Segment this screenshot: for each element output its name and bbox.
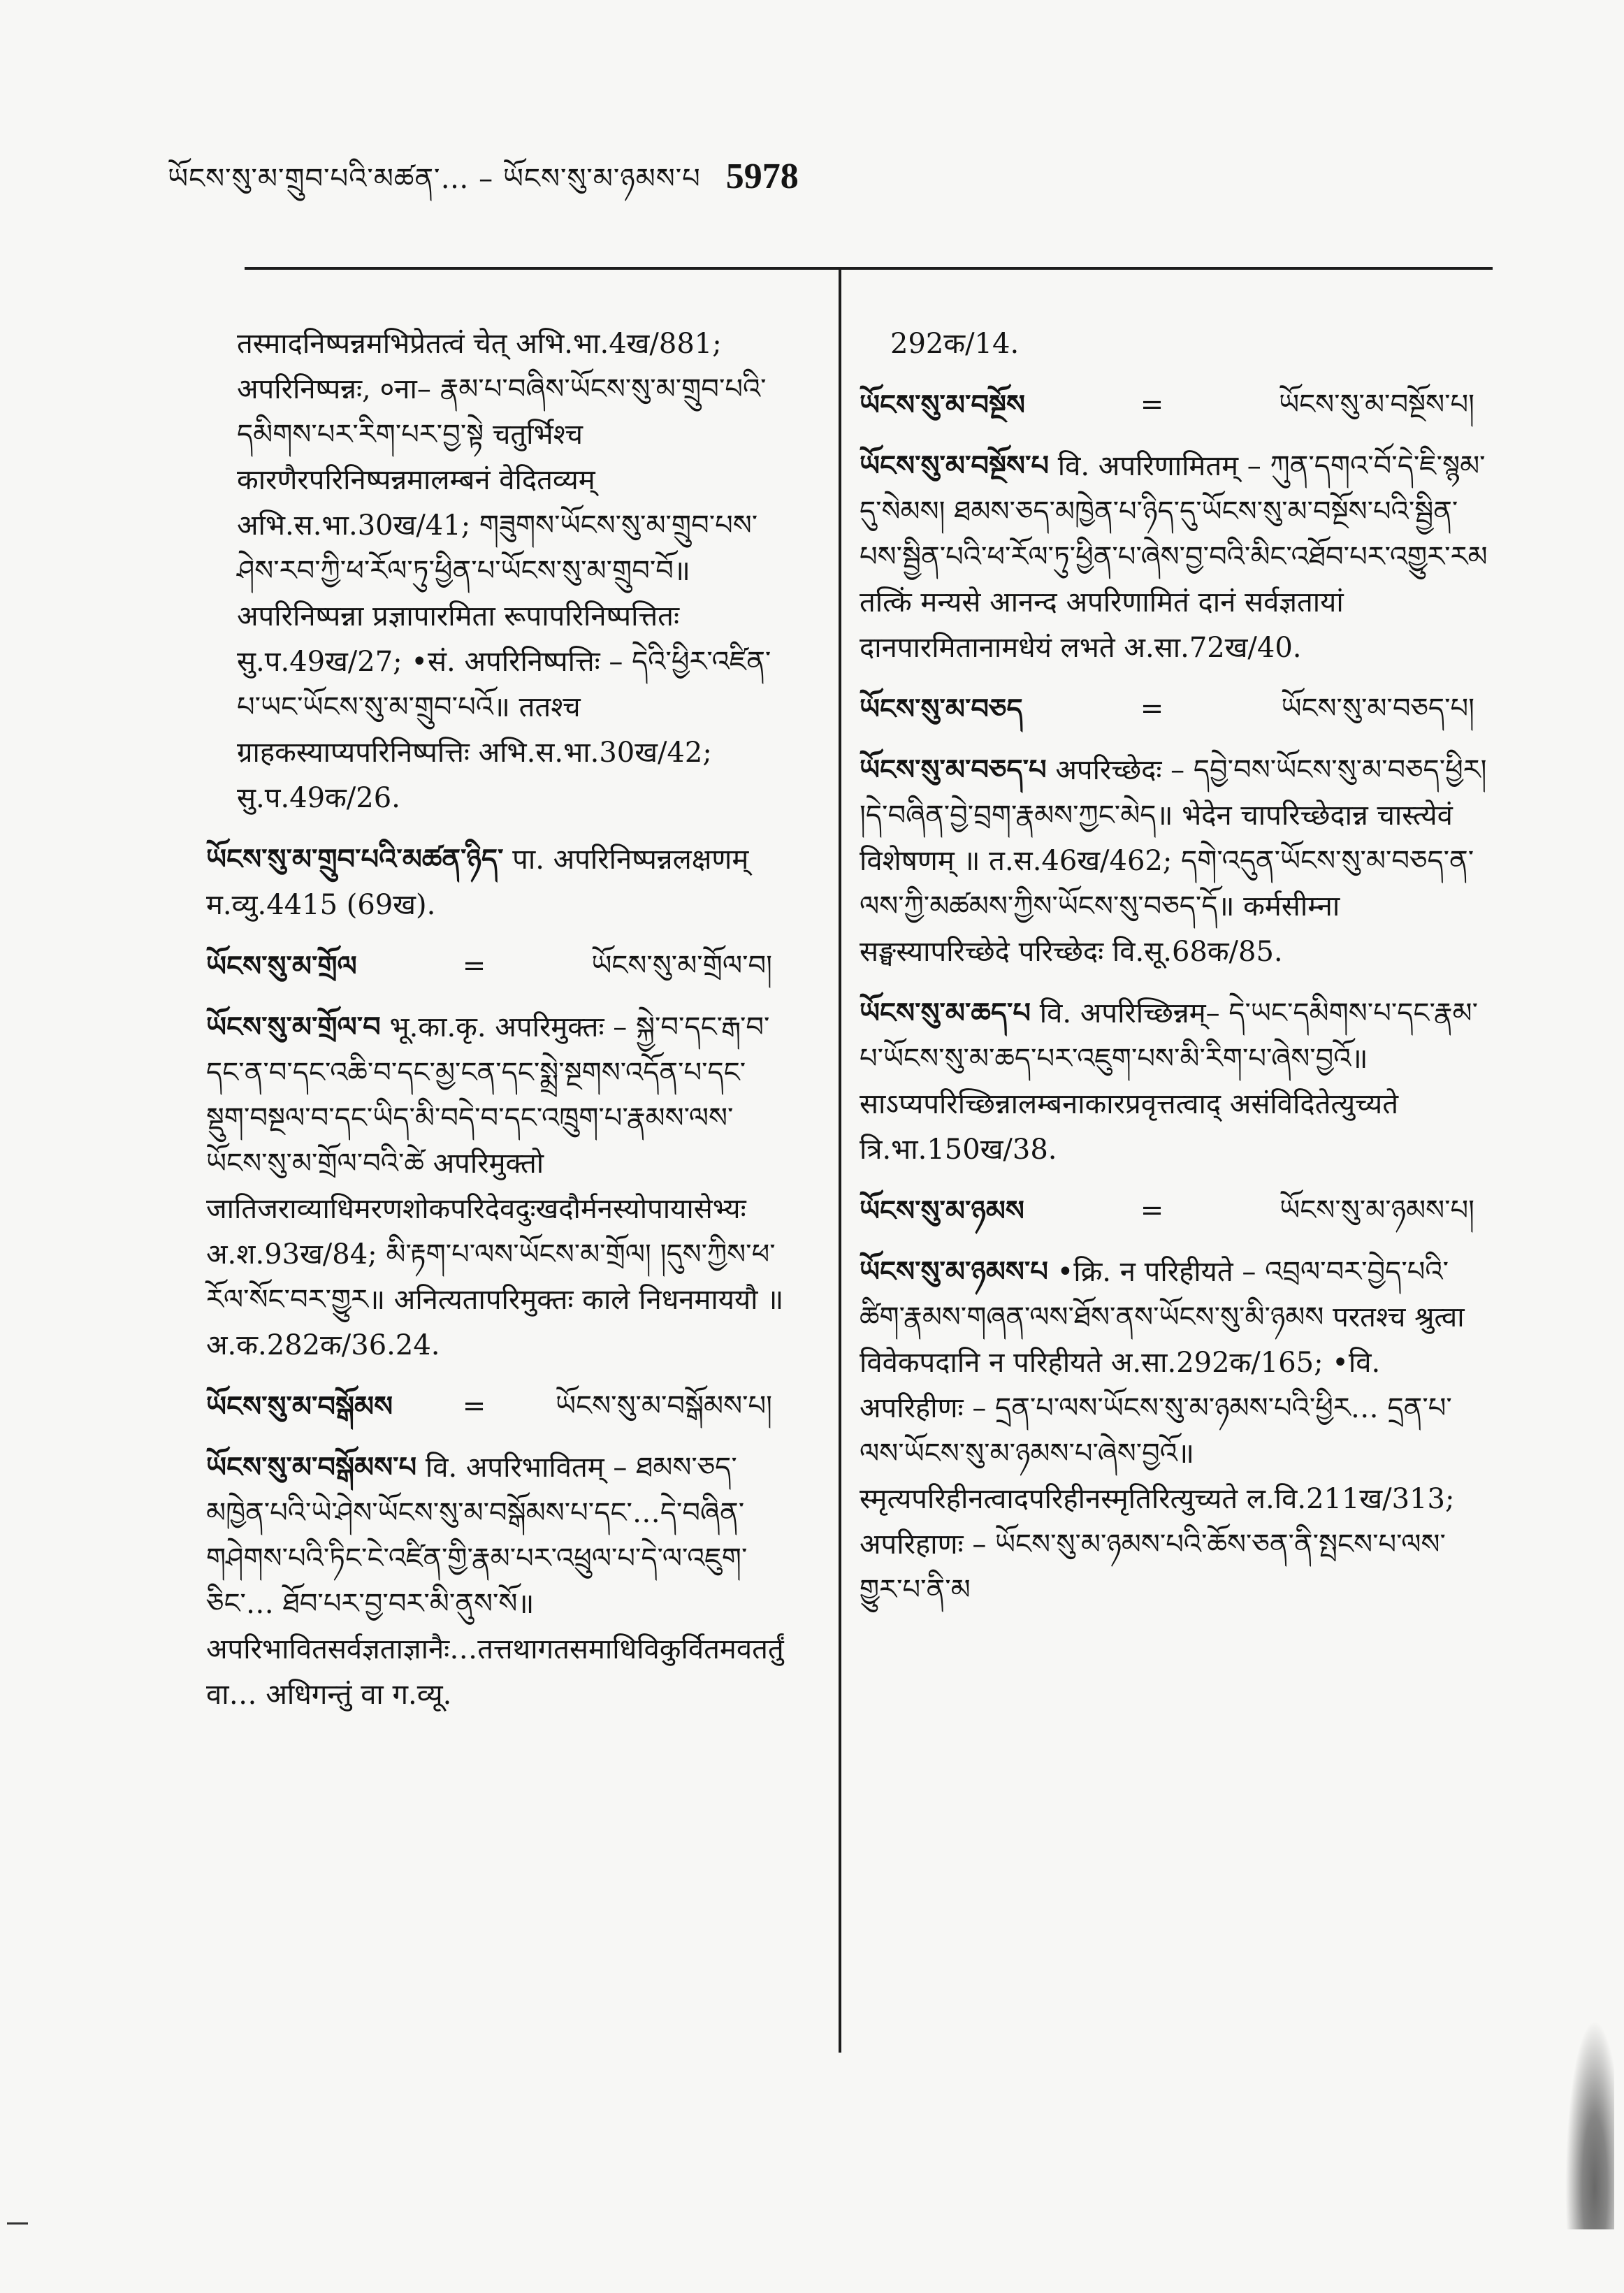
header-title: ཡོངས་སུ་མ་གྲུབ་པའི་མཚན་… – ཡོངས་སུ་མ་ཉམས་པ (168, 163, 701, 195)
entry-text: अपरिच्छेदः – དབྱེ་བས་ཡོངས་སུ་མ་བཅད་ཕྱིར། །དེ་བཞིན་བྱེ་བྲག་རྣམས་ཀྱང་མེད॥ भेदेन चापरिच्छेदान्न चास्त्येवं विशेषणम् ॥ त.स.46ख/462; དགེ་འདུན་ཡོངས་སུ་མ་བཅད་ན་ལས་ཀྱི་མཚམས་ཀྱིས་ཡོངས་སུ་བཅད་དོ॥ कर्मसीम्ना सङ्घस्यापरिच्छेदे परिच्छेदः वि.सू.68क/85. (860, 754, 1487, 968)
entry-continuation: तस्मादनिष्पन्नमभिप्रेतत्वं चेत् अभि.भा.4ख/881; अपरिनिष्पन्नः, ०ना– རྣམ་པ་བཞིས་ཡོངས་སུ་མ་གྲུབ་པའི་དམིགས་པར་རིག་པར་བྱ་སྟེ चतुर्भिश्च कारणैरपरिनिष्पन्नमालम्बनं वेदितव्यम् अभि.स.भा.30ख/41; གཟུགས་ཡོངས་སུ་མ་གྲུབ་པས་ཤེས་རབ་ཀྱི་ཕ་རོལ་ཏུ་ཕྱིན་པ་ཡོངས་སུ་མ་གྲུབ་བོ॥ अपरिनिष्पन्ना प्रज्ञापारमिता रूपापरिनिष्पत्तितः सु.प.49ख/27; •सं. अपरिनिष्पत्तिः – དེའི་ཕྱིར་འཛིན་པ་ཡང་ཡོངས་སུ་མ་གྲུབ་པའོ॥ ततश्च ग्राहकस्याप्यपरिनिष्पत्तिः अभि.स.भा.30ख/42; सु.प.49क/26. (237, 328, 771, 814)
xref-target: ཡོངས་སུ་མ་བསྔོས་པ། (1279, 389, 1474, 421)
right-column (860, 294, 1488, 1628)
dictionary-entry (860, 443, 1488, 671)
headword: ཡོངས་སུ་མ་བསྒོམས་པ (206, 1451, 417, 1484)
dictionary-entry (206, 837, 786, 928)
entry-text: वि. अपरिणामितम् – ཀུན་དགའ་བོ་དེ་ཇི་སྙམ་དུ་སེམས། ཐམས་ཅད་མཁྱེན་པ་ཉིད་དུ་ཡོངས་སུ་མ་བསྔོས་པའི་སྦྱིན་པས་སྦྱིན་པའི་ཕ་རོལ་ཏུ་ཕྱིན་པ་ཞེས་བྱ་བའི་མིང་འཐོབ་པར་འགྱུར་རམ तत्किं मन्यसे आनन्द अपरिणामितं दानं सर्वज्ञतायां दानपारमितानामधेयं लभते अ.सा.72ख/40. (860, 450, 1488, 664)
entry-text: वि. अपरिभावितम् – ཐམས་ཅད་མཁྱེན་པའི་ཡེ་ཤེས་ཡོངས་སུ་མ་བསྒོམས་པ་དང་…དེ་བཞིན་གཤེགས་པའི་ཏིང་ངེ་འཛིན་གྱི་རྣམ་པར་འཕྲུལ་པ་དེ་ལ་འཇུག་ཅིང་… ཐོབ་པར་བྱ་བར་མི་ནུས་སོ॥ अपरिभावितसर्वज्ञताज्ञानैः…तत्तथागतसमाधिविकुर्वितमवतर्तुं वा… अधिगन्तुं वा ग.व्यू. (206, 1452, 784, 1711)
equals-sign: = (1140, 693, 1164, 725)
equals-sign: = (1140, 389, 1164, 421)
left-column (206, 294, 786, 1733)
headword: ཡོངས་སུ་མ་ཉམས (860, 1194, 1024, 1227)
entry-paragraph (860, 443, 1488, 671)
xref-target: ཡོངས་སུ་མ་བསྒོམས་པ། (555, 1390, 772, 1422)
dictionary-entry (206, 1004, 786, 1368)
page-number: 5978 (725, 157, 799, 196)
column-divider (839, 267, 841, 2053)
dictionary-entry (206, 1445, 786, 1718)
cross-reference (206, 943, 786, 989)
headword: ཡོངས་སུ་མ་ཉམས་པ (860, 1255, 1048, 1288)
entry-paragraph (206, 1004, 786, 1368)
cross-reference (860, 1188, 1488, 1234)
entry-paragraph (860, 990, 1488, 1173)
entry-text: वि. अपरिच्छिन्नम्– དེ་ཡང་དམིགས་པ་དང་རྣམ་པ་ཡོངས་སུ་མ་ཆད་པར་འཇུག་པས་མི་རིག་པ་ཞེས་བྱའོ॥ साऽप्यपरिच्छिन्नालम्बनाकारप्रवृत्तत्वाद् असंविदितेत्युच्यते त्रि.भा.150ख/38. (860, 997, 1479, 1166)
cross-reference (860, 382, 1488, 428)
dictionary-entry (860, 1249, 1488, 1613)
dictionary-entry (860, 747, 1488, 975)
xref-target: ཡོངས་སུ་མ་ཉམས་པ། (1279, 1194, 1474, 1227)
scan-edge-mark (1565, 2020, 1614, 2229)
entry-continuation: 292क/14. (890, 328, 1020, 360)
entry-text: पा. अपरिनिष्पन्नलक्षणम् म.व्यु.4415 (69ख). (206, 844, 749, 921)
dictionary-entry (860, 990, 1488, 1173)
headword: ཡོངས་སུ་མ་བསྔོས་པ (860, 449, 1050, 482)
equals-sign: = (1140, 1194, 1164, 1227)
equals-sign: = (462, 950, 486, 982)
headword: ཡོངས་སུ་མ་གྲོལ་བ (206, 1011, 381, 1043)
headword: ཡོངས་སུ་མ་ཆད་པ (860, 997, 1031, 1029)
header-rule (245, 267, 1493, 270)
headword: ཡོངས་སུ་མ་བཅད་པ (860, 753, 1047, 786)
headword: ཡོངས་སུ་མ་བསྔོས (860, 389, 1025, 421)
headword: ཡོངས་སུ་མ་བསྒོམས (206, 1390, 393, 1423)
entry-paragraph (206, 1445, 786, 1718)
entry-paragraph (860, 1249, 1488, 1613)
cross-reference (860, 686, 1488, 732)
entry-text: •क्रि. न परिहीयते – འབྲལ་བར་བྱེད་པའི་ཚིག་རྣམས་གཞན་ལས་ཐོས་ནས་ཡོངས་སུ་མི་ཉམས परतश्च श्रुत्वा विवेकपदानि न परिहीयते अ.सा.292क/165; •वि. अपरिहीणः – དྲན་པ་ལས་ཡོངས་སུ་མ་ཉམས་པའི་ཕྱིར… དྲན་པ་ལས་ཡོངས་སུ་མ་ཉམས་པ་ཞེས་བྱའོ॥ स्मृत्यपरिहीनत्वादपरिहीनस्मृतिरित्युच्यते ल.वि.211ख/313; अपरिहाणः – ཡོངས་སུ་མ་ཉམས་པའི་ཆོས་ཅན་ནི་སྤངས་པ་ལས་གྱུར་པ་ནི་མ (860, 1256, 1465, 1606)
entry-paragraph (860, 747, 1488, 975)
headword: ཡོངས་སུ་མ་གྲོལ (206, 950, 357, 983)
headword: ཡོངས་སུ་མ་བཅད (860, 693, 1023, 725)
xref-target: ཡོངས་སུ་མ་བཅད་པ། (1281, 693, 1474, 725)
headword: ཡོངས་སུ་མ་གྲུབ་པའི་མཚན་ཉིད་ (206, 843, 504, 876)
running-header (168, 147, 867, 226)
equals-sign: = (462, 1390, 486, 1422)
xref-target: ཡོངས་སུ་མ་གྲོལ་བ། (591, 950, 772, 982)
entry-text: भू.का.कृ. अपरिमुक्तः – སྐྱེ་བ་དང་རྒ་བ་དང་ན་བ་དང་འཆི་བ་དང་མྱ་ངན་དང་སྨྲེ་སྔགས་འདོན་པ་དང་སྡུག་བསྔལ་བ་དང་ཡིད་མི་བདེ་བ་དང་འཁྲུག་པ་རྣམས་ལས་ཡོངས་སུ་མ་གྲོལ་བའི་ཚེ अपरिमुक्तो जातिजराव्याधिमरणशोकपरिदेवदुःखदौर्मनस्योपायासेभ्यः अ.श.93ख/84; མི་རྟག་པ་ལས་ཡོངས་མ་གྲོལ། །དུས་ཀྱིས་ཕ་རོལ་སོང་བར་གྱུར॥ अनित्यतापरिमुक्तः काले निधनमाययौ ॥ अ.क.282क/36.24. (206, 1011, 784, 1361)
entry-paragraph (206, 837, 786, 928)
scan-margin-mark (7, 2222, 28, 2225)
cross-reference (206, 1384, 786, 1429)
